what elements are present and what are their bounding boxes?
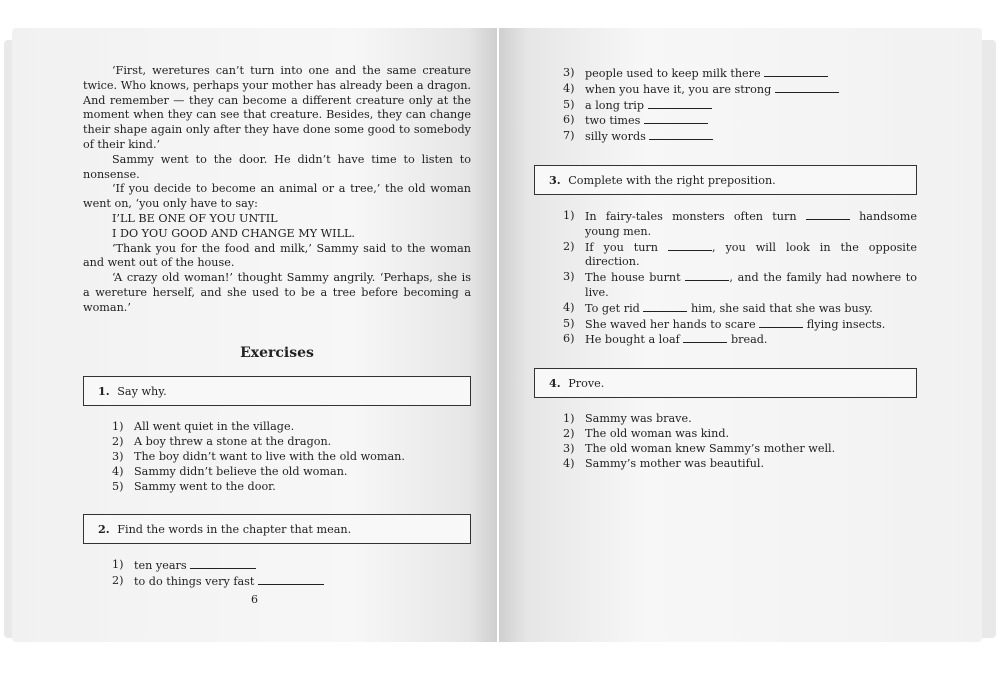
item-number: 7): [563, 129, 575, 143]
item-number: 3): [563, 441, 575, 455]
item-number: 3): [563, 66, 575, 79]
list-item: [563, 457, 917, 472]
task-3-list: [563, 209, 917, 348]
answer-blank[interactable]: [190, 558, 256, 569]
item-number: 1): [112, 420, 124, 434]
list-item: [112, 558, 471, 574]
item-number: 1): [112, 558, 124, 572]
task-number: 1.: [98, 384, 110, 399]
left-page-content: [83, 64, 471, 590]
item-number: 4): [563, 456, 575, 470]
item-text: a long trip: [585, 98, 712, 114]
answer-blank[interactable]: [648, 98, 712, 109]
item-number: 2): [112, 435, 124, 449]
list-item: [563, 66, 917, 82]
task-2-header: [83, 514, 471, 544]
story-paragraph: ‘First, weretures can’t turn into one and the same creature twice. Who knows, perhaps your mother has already been a dragon. And remember — they can become a different creature only at the moment when they can see that creature. Besides, they can change their shape again only after they have done some good to somebody of their kind.’: [83, 64, 471, 151]
item-number: 2): [563, 426, 575, 440]
item-text: people used to keep milk there: [585, 66, 828, 82]
list-item: [112, 480, 471, 495]
item-number: 3): [563, 270, 575, 284]
list-item: [112, 574, 471, 590]
task-1-list: [112, 420, 471, 494]
story-paragraph: ‘If you decide to become an animal or a tree,’ the old woman went on, ‘you only have to say:: [83, 182, 471, 211]
list-item: [563, 442, 917, 457]
spell-line: I’LL BE ONE OF YOU UNTIL: [112, 211, 278, 225]
task-number: 4.: [549, 376, 561, 391]
answer-blank[interactable]: [759, 317, 803, 328]
task-3-header: [534, 165, 917, 195]
list-item: [112, 420, 471, 435]
list-item: [563, 98, 917, 114]
item-text: The house burnt , and the family had nowhere to live.: [585, 271, 918, 299]
list-item: [112, 435, 471, 450]
list-item: [563, 301, 917, 317]
item-text: All went quiet in the village.: [134, 420, 295, 434]
item-text: two times: [585, 113, 708, 129]
answer-blank[interactable]: [644, 113, 708, 124]
story-paragraph: ‘A crazy old woman!’ thought Sammy angrily. ‘Perhaps, she is a wereture herself, and she used to be a tree before becoming a woman.’: [83, 271, 471, 314]
item-text: Sammy was brave.: [585, 412, 692, 426]
task-title: Complete with the right preposition.: [568, 173, 776, 187]
list-item: [563, 209, 917, 240]
item-number: 4): [563, 300, 575, 314]
task-title: Find the words in the chapter that mean.: [117, 523, 352, 537]
item-number: 2): [112, 574, 124, 588]
item-number: 2): [563, 239, 575, 253]
item-text: ten years: [134, 558, 256, 574]
item-number: 1): [563, 412, 575, 426]
task-title: Say why.: [117, 385, 167, 399]
answer-blank[interactable]: [806, 209, 850, 220]
item-number: 4): [563, 81, 575, 95]
item-text: He bought a loaf bread.: [585, 333, 768, 347]
task-1-header: [83, 376, 471, 406]
answer-blank[interactable]: [775, 82, 839, 93]
story-paragraph: ‘Thank you for the food and milk,’ Sammy said to the woman and went out of the house.: [83, 241, 471, 270]
answer-blank[interactable]: [643, 301, 687, 312]
list-item: [563, 270, 917, 301]
list-item: [563, 113, 917, 129]
task-2-list: [112, 558, 471, 590]
item-text: She waved her hands to scare flying insects.: [585, 317, 886, 331]
item-text: If you turn , you will look in the opposite direction.: [585, 240, 918, 269]
answer-blank[interactable]: [649, 129, 713, 140]
answer-blank[interactable]: [764, 66, 828, 77]
task-number: 3.: [549, 172, 561, 187]
exercises-heading: Exercises: [240, 344, 314, 361]
answer-blank[interactable]: [668, 240, 712, 251]
spell-line: I DO YOU GOOD AND CHANGE MY WILL.: [112, 226, 355, 240]
task-4-list: [563, 412, 917, 471]
item-number: 4): [112, 464, 124, 478]
list-item: [563, 332, 917, 348]
item-number: 5): [112, 479, 124, 493]
item-number: 5): [563, 316, 575, 330]
item-number: 5): [563, 97, 575, 111]
item-number: 6): [563, 332, 575, 346]
item-text: when you have it, you are strong: [585, 82, 839, 98]
story-paragraph: Sammy went to the door. He didn’t have time to listen to nonsense.: [83, 152, 471, 181]
right-page-content: [534, 64, 917, 471]
item-text: A boy threw a stone at the dragon.: [134, 435, 332, 449]
item-text: To get rid him, she said that she was busy.: [585, 301, 873, 315]
item-text: silly words: [585, 129, 713, 145]
list-item: [563, 427, 917, 442]
list-item: [563, 317, 917, 333]
item-text: The old woman knew Sammy’s mother well.: [585, 441, 836, 455]
item-text: The old woman was kind.: [585, 426, 730, 440]
page-number: 6: [251, 593, 258, 606]
list-item: [563, 240, 917, 271]
item-text: Sammy went to the door.: [134, 479, 276, 493]
item-text: to do things very fast: [134, 574, 324, 590]
left-page: [12, 28, 497, 642]
list-item: [112, 465, 471, 480]
answer-blank[interactable]: [685, 270, 729, 281]
item-number: 3): [112, 449, 124, 463]
list-item: [563, 129, 917, 145]
item-number: 1): [563, 208, 575, 222]
task-number: 2.: [98, 522, 110, 537]
answer-blank[interactable]: [258, 574, 324, 585]
list-item: [563, 82, 917, 98]
list-item: [563, 412, 917, 427]
right-page: [499, 28, 982, 642]
item-text: Sammy didn’t believe the old woman.: [134, 464, 348, 478]
answer-blank[interactable]: [683, 332, 727, 343]
task-2-continued-list: [563, 66, 917, 145]
list-item: [112, 450, 471, 465]
item-text: The boy didn’t want to live with the old woman.: [134, 449, 405, 463]
item-number: 6): [563, 113, 575, 127]
task-4-header: [534, 368, 917, 398]
item-text: In fairy-tales monsters often turn handsome young men.: [585, 209, 918, 238]
item-text: Sammy’s mother was beautiful.: [585, 456, 765, 470]
task-title: Prove.: [568, 377, 605, 391]
